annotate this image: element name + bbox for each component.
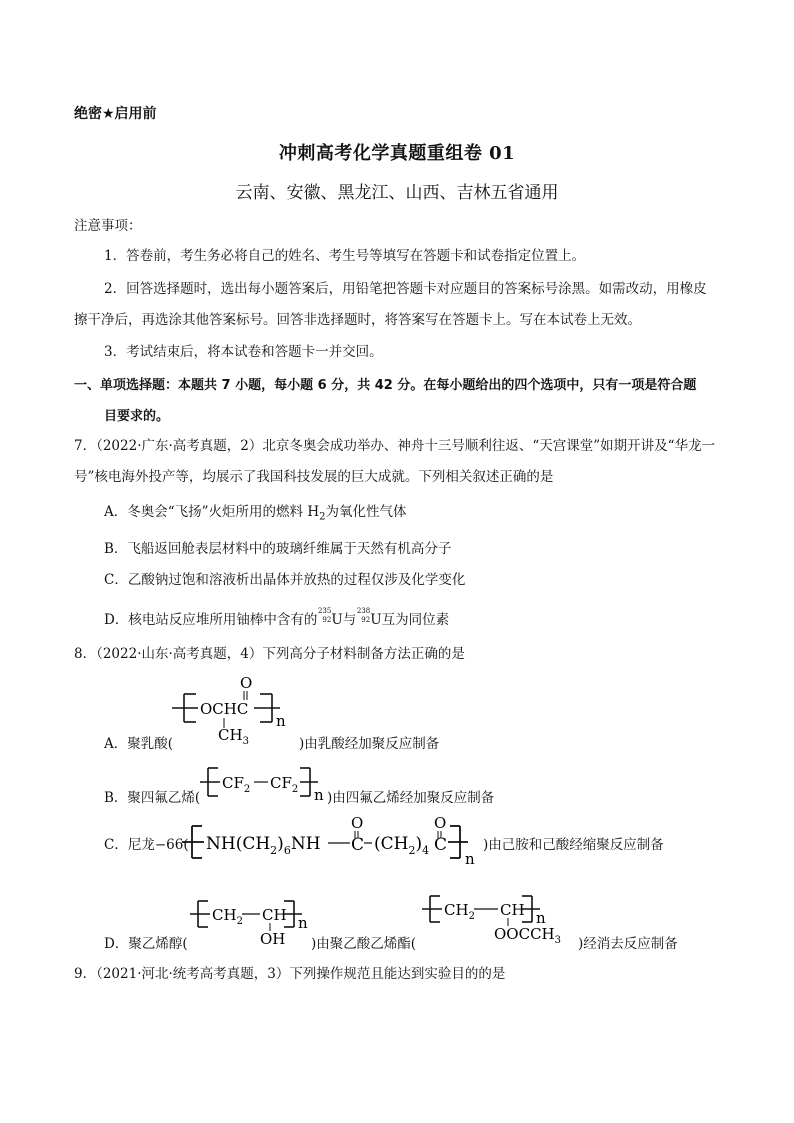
nylon-subscript-n: n <box>465 850 475 868</box>
section-heading-line-2: 目要求的。 <box>104 409 170 424</box>
q8-option-d-label: D．聚乙烯醇( <box>104 936 188 952</box>
paper-subtitle: 云南、安徽、黑龙江、山西、吉林五省通用 <box>235 183 559 203</box>
polylactic-acid-formula <box>168 672 298 747</box>
pva-ch2: $CH_2$ <box>212 906 243 927</box>
q7-option-b: B．飞船返回舱表层材料中的玻璃纤维属于天然有机高分子 <box>104 541 452 557</box>
ptfe-formula <box>196 762 326 802</box>
confidential-mark: 绝密★启用前 <box>74 106 157 122</box>
q7-stem-line-2: 号”核电海外投产等，均展示了我国科技发展的巨大成就。下列相关叙述正确的是 <box>74 469 554 485</box>
pva-hydroxyl: OH <box>260 930 286 948</box>
nylon-diamine-segment: $NH(CH_2)_6NH$ <box>206 834 321 857</box>
q8-option-c-text: )由己胺和己酸经缩聚反应制备 <box>483 837 664 853</box>
q8-stem: 8．（2022·山东·高考真题，4）下列高分子材料制备方法正确的是 <box>74 646 465 662</box>
q7-option-c: C．乙酸钠过饱和溶液析出晶体并放热的过程仅涉及化学变化 <box>104 572 466 588</box>
q8-option-b-text: )由四氟乙烯经加聚反应制备 <box>327 790 495 806</box>
note-2-line-1: 2．回答选择题时，选出每小题答案后，用铅笔把答题卡对应题目的答案标号涂黑。如需改动，用橡皮 <box>104 281 707 297</box>
q8-option-d-mid: )由聚乙酸乙烯酯( <box>311 936 417 952</box>
nylon-carbonyl-oxygen-1: O <box>351 814 364 832</box>
pvac-ch: CH <box>500 901 525 919</box>
q7-option-a: A．冬奥会“飞扬”火炬所用的燃料 $H_2$为氧化性气体 <box>104 504 407 523</box>
q8-option-d-text: )经消去反应制备 <box>578 936 678 952</box>
paper-title: 冲刺高考化学真题重组卷 01 <box>278 143 516 164</box>
nylon-66-formula <box>178 812 483 868</box>
q8-option-a-text: )由乳酸经加聚反应制备 <box>299 736 440 752</box>
note-3: 3．考试结束后，将本试卷和答题卡一并交回。 <box>104 344 383 360</box>
pla-carbonyl-oxygen: O <box>240 674 253 692</box>
note-2-line-2: 擦干净后，再选涂其他答案标号。回答非选择题时，将答案写在答题卡上。写在本试卷上无效。 <box>74 312 641 328</box>
section-heading-line-1: 一、单项选择题：本题共 7 小题，每小题 6 分，共 42 分。在每小题给出的四个选项中，只有一项是符合题 <box>74 378 697 393</box>
ptfe-cf2-second: $CF_2$ <box>270 774 299 795</box>
q8-option-a-label: A．聚乳酸( <box>104 736 174 752</box>
ptfe-subscript-n: n <box>314 786 324 804</box>
pvac-ch2: $CH_2$ <box>444 901 475 922</box>
polyvinyl-acetate-formula <box>418 893 588 949</box>
q7-stem-line-1: 7．（2022·广东·高考真题，2）北京冬奥会成功举办、神舟十三号顺利往返、“天宫课堂”如期开讲及“华龙一 <box>74 438 716 454</box>
pva-ch: CH <box>262 906 287 924</box>
pvac-acetate: $OOCCH_3$ <box>494 925 562 946</box>
ptfe-cf2-first: $CF_2$ <box>222 774 251 795</box>
q9-stem: 9．（2021·河北·统考高考真题，3）下列操作规范且能达到实验目的的是 <box>74 966 506 982</box>
pva-subscript-n: n <box>298 914 308 932</box>
nylon-carbonyl-carbon-1: C <box>351 835 365 855</box>
q8-option-b-label: B．聚四氟乙烯( <box>104 790 201 806</box>
q8-option-c-label: C．尼龙−66( <box>104 837 189 853</box>
pvac-subscript-n: n <box>536 909 546 927</box>
note-1: 1．答卷前，考生务必将自己的姓名、考生号等填写在答题卡和试卷指定位置上。 <box>104 248 586 264</box>
q7-option-d: D．核电站反应堆所用铀棒中含有的 235 92 U与 238 92 U互为同位素 <box>104 607 450 628</box>
nylon-carbonyl-carbon-2: C <box>434 835 448 855</box>
notes-heading: 注意事项： <box>74 218 142 234</box>
pla-methyl: $CH_3$ <box>218 726 249 747</box>
pla-chain-text: OCHC <box>200 700 249 718</box>
pla-subscript-n: n <box>276 712 286 730</box>
polyvinyl-alcohol-formula <box>186 898 311 950</box>
nylon-carbonyl-oxygen-2: O <box>434 814 447 832</box>
nylon-diacid-segment: $(CH_2)_4$ <box>374 834 430 857</box>
